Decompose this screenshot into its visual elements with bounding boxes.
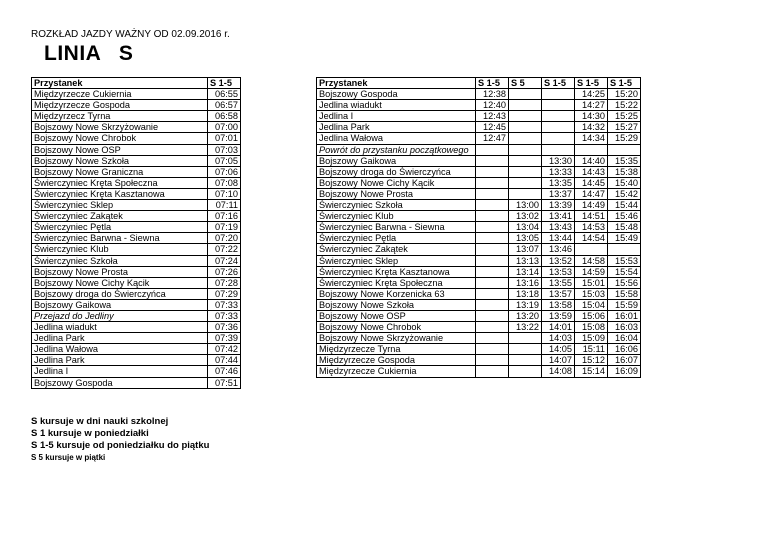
stop-name: Bojszowy Nowe Szkoła [317,299,476,310]
departure-time: 07:11 [208,200,241,211]
departure-time: 13:16 [509,277,542,288]
table-row [317,322,641,333]
stop-name: Świerczyniec Kręta Kasztanowa [32,188,208,199]
departure-time: 14:47 [575,188,608,199]
stop-name: Świerczyniec Pętla [32,222,208,233]
departure-time: 07:28 [208,277,241,288]
stop-name: Jedlina Park [317,122,476,133]
departure-time: 13:19 [509,299,542,310]
table-row [317,244,641,255]
table-row [317,344,641,355]
departure-time: 06:57 [208,100,241,111]
table-row [32,355,241,366]
table-row [32,122,241,133]
departure-time: 07:22 [208,244,241,255]
departure-time: 14:25 [575,89,608,100]
departure-time [476,344,509,355]
stop-name: Międzyrzecze Cukiernia [32,89,208,100]
departure-time: 07:06 [208,166,241,177]
departure-time [542,111,575,122]
departure-time: 13:02 [509,211,542,222]
table-row [32,333,241,344]
stop-name: Międzyrzecz Tyrna [32,111,208,122]
table-row [32,266,241,277]
stop-name: Bojszowy Gaikowa [32,299,208,310]
departure-time: 14:59 [575,266,608,277]
departure-time: 13:44 [542,233,575,244]
stop-name: Jedlina wiadukt [32,322,208,333]
stop-name: Bojszowy Gospoda [317,89,476,100]
departure-time: 14:34 [575,133,608,144]
stop-name: Świerczyniec Klub [32,244,208,255]
departure-time [476,222,509,233]
departure-time: 13:22 [509,322,542,333]
table-row [317,355,641,366]
departure-time [542,89,575,100]
departure-time: 15:35 [608,155,641,166]
departure-time [476,310,509,321]
departure-time [476,200,509,211]
departure-time [476,144,509,155]
departure-time: 15:59 [608,299,641,310]
stop-name: Bojszowy Nowe OSP [317,310,476,321]
departure-time: 07:36 [208,322,241,333]
departure-time [476,211,509,222]
departure-time: 07:16 [208,211,241,222]
departure-time: 13:41 [542,211,575,222]
table-row [32,155,241,166]
departure-time [542,100,575,111]
departure-time: 15:46 [608,211,641,222]
stop-name: Bojszowy Nowe Szkoła [32,155,208,166]
departure-time: 13:07 [509,244,542,255]
departure-time [476,255,509,266]
departure-time: 16:07 [608,355,641,366]
stop-name: Jedlina Wałowa [32,344,208,355]
departure-time: 13:43 [542,222,575,233]
departure-time [509,100,542,111]
stop-name: Świerczyniec Zakątek [317,244,476,255]
legend-item: S kursuje w dni nauki szkolnej [31,416,169,427]
table-row [317,188,641,199]
stop-name: Świerczyniec Zakątek [32,211,208,222]
departure-time: 14:58 [575,255,608,266]
stop-name: Świerczyniec Klub [317,211,476,222]
departure-time: 15:42 [608,188,641,199]
table-row [317,222,641,233]
legend-item: S 5 kursuje w piątki [31,453,106,462]
departure-time: 14:01 [542,322,575,333]
table-row [317,266,641,277]
table-row [32,200,241,211]
stop-name: Bojszowy Nowe Cichy Kącik [32,277,208,288]
departure-time [542,144,575,155]
departure-time [476,233,509,244]
departure-time [542,122,575,133]
table-row [32,344,241,355]
table-row [32,144,241,155]
departure-time: 14:43 [575,166,608,177]
table-row [32,133,241,144]
departure-time: 15:09 [575,333,608,344]
departure-time: 15:40 [608,177,641,188]
column-header-course: S 1-5 [208,78,241,89]
table-row [32,377,241,388]
departure-time: 15:14 [575,366,608,377]
stop-name: Bojszowy Nowe Graniczna [32,166,208,177]
departure-time [476,177,509,188]
stop-name: Bojszowy Nowe Prosta [32,266,208,277]
departure-time: 13:05 [509,233,542,244]
departure-time: 13:35 [542,177,575,188]
stop-name: Świerczyniec Pętla [317,233,476,244]
line-title: LINIA S [44,42,134,65]
departure-time: 15:29 [608,133,641,144]
table-row [32,100,241,111]
departure-time [509,111,542,122]
column-header-course: S 1-5 [476,78,509,89]
departure-time: 07:46 [208,366,241,377]
table-row [317,100,641,111]
stop-name: Bojszowy Nowe OSP [32,144,208,155]
departure-time [575,244,608,255]
departure-time: 07:10 [208,188,241,199]
column-header-stop: Przystanek [317,78,476,89]
stop-name: Jedlina Wałowa [317,133,476,144]
stop-name: Bojszowy Gaikowa [317,155,476,166]
table-row [317,122,641,133]
departure-time [509,188,542,199]
departure-time [476,299,509,310]
stop-name: Świerczyniec Sklep [32,200,208,211]
departure-time: 15:25 [608,111,641,122]
departure-time [476,266,509,277]
departure-time: 07:26 [208,266,241,277]
departure-time [476,355,509,366]
departure-time [476,333,509,344]
stop-name: Świerczyniec Barwna - Siewna [32,233,208,244]
departure-time: 14:32 [575,122,608,133]
departure-time: 15:27 [608,122,641,133]
departure-time: 12:38 [476,89,509,100]
stop-name: Jedlina Park [32,355,208,366]
departure-time: 15:49 [608,233,641,244]
departure-time: 14:54 [575,233,608,244]
departure-time: 13:30 [542,155,575,166]
table-row [317,310,641,321]
stop-name: Świerczyniec Barwna - Siewna [317,222,476,233]
stop-name: Powrót do przystanku początkowego [317,144,476,155]
validity-date: ROZKŁAD JAZDY WAŻNY OD 02.09.2016 r. [31,29,230,40]
departure-time: 07:29 [208,288,241,299]
table-row [317,366,641,377]
departure-time: 14:08 [542,366,575,377]
departure-time: 15:48 [608,222,641,233]
departure-time [476,244,509,255]
stop-name: Bojszowy droga do Świerczyńca [32,288,208,299]
departure-time: 07:08 [208,177,241,188]
departure-time: 15:03 [575,288,608,299]
departure-time: 16:06 [608,344,641,355]
stop-name: Jedlina Park [32,333,208,344]
column-header-course: S 1-5 [608,78,641,89]
departure-time: 15:56 [608,277,641,288]
departure-time [608,144,641,155]
departure-time: 13:39 [542,200,575,211]
departure-time: 12:45 [476,122,509,133]
departure-time: 14:40 [575,155,608,166]
stop-name: Świerczyniec Szkoła [317,200,476,211]
departure-time: 15:11 [575,344,608,355]
departure-time [509,344,542,355]
stop-name: Bojszowy Nowe Prosta [317,188,476,199]
table-row [317,133,641,144]
departure-time: 13:57 [542,288,575,299]
departure-time: 07:42 [208,344,241,355]
table-row [317,299,641,310]
table-row [32,111,241,122]
departure-time: 13:52 [542,255,575,266]
legend [31,416,209,463]
departure-time [509,166,542,177]
stop-name: Międzyrzecze Gospoda [317,355,476,366]
departure-time [476,277,509,288]
stop-name: Świerczyniec Szkoła [32,255,208,266]
departure-time: 07:00 [208,122,241,133]
departure-time [542,133,575,144]
departure-time: 15:44 [608,200,641,211]
departure-time: 07:01 [208,133,241,144]
departure-time: 07:03 [208,144,241,155]
table-row [317,277,641,288]
departure-time [476,155,509,166]
departure-time: 13:14 [509,266,542,277]
departure-time: 12:47 [476,133,509,144]
table-row [32,244,241,255]
stop-name: Międzyrzecze Gospoda [32,100,208,111]
departure-time [575,144,608,155]
stop-name: Bojszowy droga do Świerczyńca [317,166,476,177]
departure-time: 14:45 [575,177,608,188]
departure-time: 15:01 [575,277,608,288]
departure-time [509,355,542,366]
departure-time [509,133,542,144]
table-row [32,188,241,199]
table-row [32,255,241,266]
stop-name: Bojszowy Nowe Korzenicka 63 [317,288,476,299]
departure-time: 15:38 [608,166,641,177]
departure-time [509,144,542,155]
departure-time: 07:33 [208,310,241,321]
departure-time: 07:33 [208,299,241,310]
table-row [317,233,641,244]
departure-time: 14:03 [542,333,575,344]
departure-time: 14:27 [575,100,608,111]
stop-name: Bojszowy Nowe Cichy Kącik [317,177,476,188]
column-header-course: S 5 [509,78,542,89]
departure-time [509,89,542,100]
stop-name: Bojszowy Nowe Skrzyżowanie [317,333,476,344]
departure-time: 15:53 [608,255,641,266]
stop-name: Bojszowy Nowe Skrzyżowanie [32,122,208,133]
column-header-stop: Przystanek [32,78,208,89]
stop-name: Bojszowy Nowe Chrobok [317,322,476,333]
departure-time: 07:39 [208,333,241,344]
departure-time: 16:09 [608,366,641,377]
departure-time [509,366,542,377]
departure-time [509,333,542,344]
departure-time: 07:44 [208,355,241,366]
departure-time: 16:04 [608,333,641,344]
table-row [32,288,241,299]
departure-time: 13:55 [542,277,575,288]
departure-time: 13:04 [509,222,542,233]
departure-time [608,244,641,255]
table-row [317,111,641,122]
departure-time: 15:06 [575,310,608,321]
departure-time: 13:20 [509,310,542,321]
departure-time [509,155,542,166]
column-header-course: S 1-5 [575,78,608,89]
timetable-header-row [32,78,241,89]
table-row [32,322,241,333]
departure-time: 14:30 [575,111,608,122]
departure-time [509,122,542,133]
stop-name: Jedlina I [317,111,476,122]
stop-name: Bojszowy Nowe Chrobok [32,133,208,144]
departure-time: 07:05 [208,155,241,166]
stop-name: Jedlina wiadukt [317,100,476,111]
table-row [32,366,241,377]
departure-time: 14:53 [575,222,608,233]
departure-time: 13:13 [509,255,542,266]
table-row [317,211,641,222]
departure-time: 07:24 [208,255,241,266]
table-row [32,222,241,233]
table-row [32,233,241,244]
departure-time: 13:37 [542,188,575,199]
column-header-course: S 1-5 [542,78,575,89]
table-row [317,177,641,188]
stop-name: Przejazd do Jedliny [32,310,208,321]
departure-time: 14:49 [575,200,608,211]
departure-time: 06:55 [208,89,241,100]
legend-item: S 1-5 kursuje od poniedziałku do piątku [31,440,210,451]
table-row [32,89,241,100]
timetable-header-row [317,78,641,89]
departure-time: 07:51 [208,377,241,388]
departure-time: 16:03 [608,322,641,333]
departure-time: 14:51 [575,211,608,222]
departure-time: 13:00 [509,200,542,211]
timetable-right [316,77,641,378]
departure-time [476,188,509,199]
table-row [317,200,641,211]
table-row [317,166,641,177]
table-row [317,89,641,100]
table-row [32,177,241,188]
departure-time: 14:07 [542,355,575,366]
stop-name: Świerczyniec Kręta Kasztanowa [317,266,476,277]
stop-name: Jedlina I [32,366,208,377]
departure-time [476,322,509,333]
table-row [32,299,241,310]
stop-name: Świerczyniec Sklep [317,255,476,266]
table-row [317,255,641,266]
departure-time: 13:58 [542,299,575,310]
departure-time: 07:19 [208,222,241,233]
table-row [32,277,241,288]
departure-time [476,166,509,177]
departure-time: 16:01 [608,310,641,321]
departure-time: 15:08 [575,322,608,333]
departure-time: 13:33 [542,166,575,177]
table-row [317,333,641,344]
table-row [317,155,641,166]
departure-time: 06:58 [208,111,241,122]
table-row [317,288,641,299]
departure-time: 15:12 [575,355,608,366]
stop-name: Bojszowy Gospoda [32,377,208,388]
departure-time: 13:53 [542,266,575,277]
stop-name: Międzyrzecze Tyrna [317,344,476,355]
table-row [32,310,241,321]
departure-time: 12:40 [476,100,509,111]
departure-time: 14:05 [542,344,575,355]
stop-name: Międzyrzecze Cukiernia [317,366,476,377]
departure-time [509,177,542,188]
stop-name: Świerczyniec Kręta Społeczna [32,177,208,188]
stop-name: Świerczyniec Kręta Społeczna [317,277,476,288]
departure-time: 15:04 [575,299,608,310]
departure-time [476,288,509,299]
departure-time: 13:18 [509,288,542,299]
table-row [32,211,241,222]
departure-time [476,366,509,377]
departure-time: 07:20 [208,233,241,244]
departure-time: 15:54 [608,266,641,277]
departure-time: 15:22 [608,100,641,111]
departure-time: 15:20 [608,89,641,100]
table-row [317,144,641,155]
departure-time: 13:59 [542,310,575,321]
timetable-left [31,77,241,389]
departure-time: 13:46 [542,244,575,255]
departure-time: 15:58 [608,288,641,299]
departure-time: 12:43 [476,111,509,122]
legend-item: S 1 kursuje w poniedziałki [31,428,149,439]
table-row [32,166,241,177]
